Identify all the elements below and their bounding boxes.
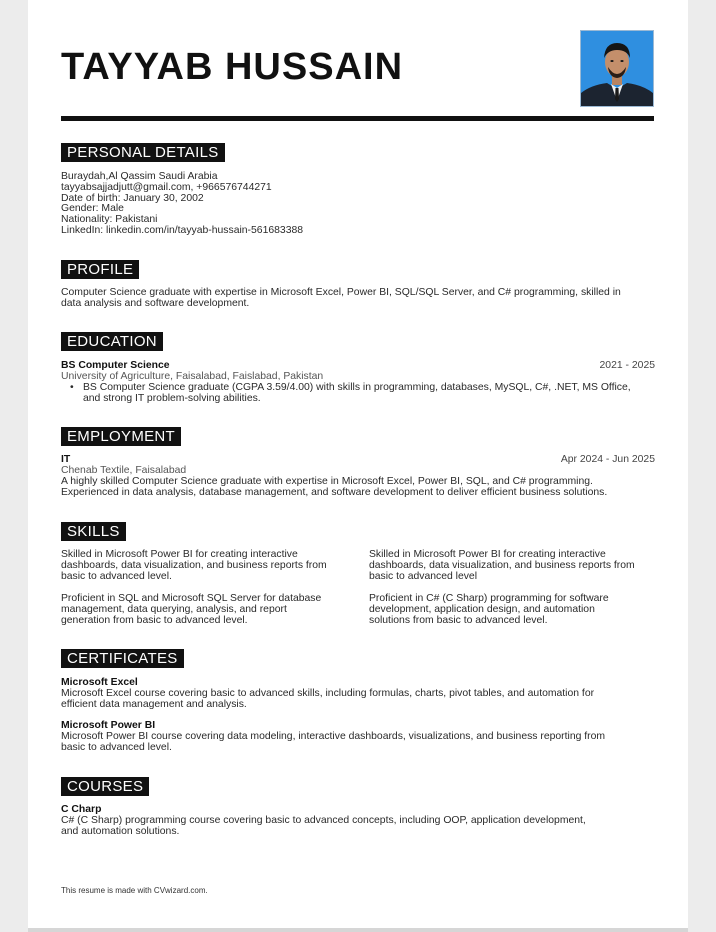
education-heading: EDUCATION xyxy=(61,332,163,351)
course-description-line: and automation solutions. xyxy=(61,825,180,837)
resume-footer: This resume is made with CVwizard.com. xyxy=(61,886,208,895)
certificate-entry xyxy=(61,678,655,710)
certificate-description-line: Microsoft Power BI course covering data modeling, interactive dashboards, visualizations, and business reporting from xyxy=(61,730,606,742)
education-entry xyxy=(61,361,655,404)
gender-line: Gender: Male xyxy=(61,203,124,215)
birth-date-line: Date of birth: January 30, 2002 xyxy=(61,192,204,204)
skills-heading: SKILLS xyxy=(61,522,126,541)
skill-line: Proficient in SQL and Microsoft SQL Server for database xyxy=(61,593,322,604)
skill-item xyxy=(61,550,351,582)
skill-line: basic to advanced level. xyxy=(61,570,172,582)
course-entry xyxy=(61,805,655,837)
profile-photo xyxy=(580,30,654,107)
candidate-name: TAYYAB HUSSAIN xyxy=(61,46,404,88)
skill-line: basic to advanced level xyxy=(369,570,478,582)
skill-line: management, data querying, analysis, and report xyxy=(61,603,287,615)
courses-heading: COURSES xyxy=(61,777,149,796)
personal-details-heading: PERSONAL DETAILS xyxy=(61,143,225,162)
company-name: Chenab Textile, Faisalabad xyxy=(61,465,187,476)
education-bullet xyxy=(61,383,655,405)
school-name: University of Agriculture, Faisalabad, Faislabad, Pakistan xyxy=(61,371,324,382)
employment-description-line: Experienced in data analysis, database management, and software development to deliver efficient business solutions. xyxy=(61,486,608,498)
employment-dates: Apr 2024 - Jun 2025 xyxy=(560,454,655,465)
profile-summary xyxy=(61,288,655,310)
certificate-description-line: basic to advanced level. xyxy=(61,741,172,753)
skill-line: Proficient in C# (C Sharp) programming for software xyxy=(369,593,609,604)
skill-item xyxy=(369,550,659,582)
certificate-name: Microsoft Excel xyxy=(61,677,138,688)
skill-line: generation from basic to advanced level. xyxy=(61,614,248,626)
nationality-line: Nationality: Pakistani xyxy=(61,214,158,226)
job-role: IT xyxy=(61,454,71,465)
linkedin-line: LinkedIn: linkedin.com/in/tayyab-hussain-561683388 xyxy=(61,224,304,236)
course-name: C Charp xyxy=(61,804,102,815)
profile-line: Computer Science graduate with expertise in Microsoft Excel, Power BI, SQL/SQL Server, and C# programming, skilled in xyxy=(61,287,621,298)
skill-line: Skilled in Microsoft Power BI for creating interactive xyxy=(61,549,298,560)
employment-heading: EMPLOYMENT xyxy=(61,427,181,446)
resume-page xyxy=(28,0,688,928)
certificate-name: Microsoft Power BI xyxy=(61,720,156,731)
education-bullet-line: • BS Computer Science graduate (CGPA 3.59/4.00) with skills in programming, databases, MySQL, C#, .NET, MS Office, xyxy=(83,381,631,393)
profile-photo-image xyxy=(581,31,653,106)
skills-grid xyxy=(61,550,655,630)
page-shadow xyxy=(28,928,688,932)
skill-line: dashboards, data visualization, and business reports from xyxy=(369,559,635,571)
certificate-entry xyxy=(61,721,655,753)
skill-item xyxy=(369,594,659,626)
education-dates: 2021 - 2025 xyxy=(599,360,655,371)
certificates-heading: CERTIFICATES xyxy=(61,649,184,668)
course-description-line: C# (C Sharp) programming course covering basic to advanced concepts, including OOP, application development, xyxy=(61,814,586,826)
skill-line: solutions from basic to advanced level. xyxy=(369,614,548,626)
employment-description-line: A highly skilled Computer Science graduate with expertise in Microsoft Excel, Power BI, SQL, and C# programming. xyxy=(61,475,593,487)
certificate-description-line: Microsoft Excel course covering basic to advanced skills, including formulas, charts, pivot tables, and automation for xyxy=(61,687,595,699)
profile-heading: PROFILE xyxy=(61,260,139,279)
profile-line: data analysis and software development. xyxy=(61,297,250,309)
address-line: Buraydah,Al Qassim Saudi Arabia xyxy=(61,171,218,182)
skill-line: development, application design, and automation xyxy=(369,603,595,615)
header-divider xyxy=(61,116,654,121)
certificate-description-line: efficient data management and analysis. xyxy=(61,698,247,710)
contact-line: tayyabsajjadjutt@gmail.com, +966576744271 xyxy=(61,181,272,193)
skill-item xyxy=(61,594,351,626)
personal-details xyxy=(61,172,655,237)
employment-entry xyxy=(61,455,655,498)
degree-name: BS Computer Science xyxy=(61,360,170,371)
skill-line: Skilled in Microsoft Power BI for creating interactive xyxy=(369,549,606,560)
education-bullet-line: and strong IT problem-solving abilities. xyxy=(83,392,261,404)
skill-line: dashboards, data visualization, and business reports from xyxy=(61,559,327,571)
